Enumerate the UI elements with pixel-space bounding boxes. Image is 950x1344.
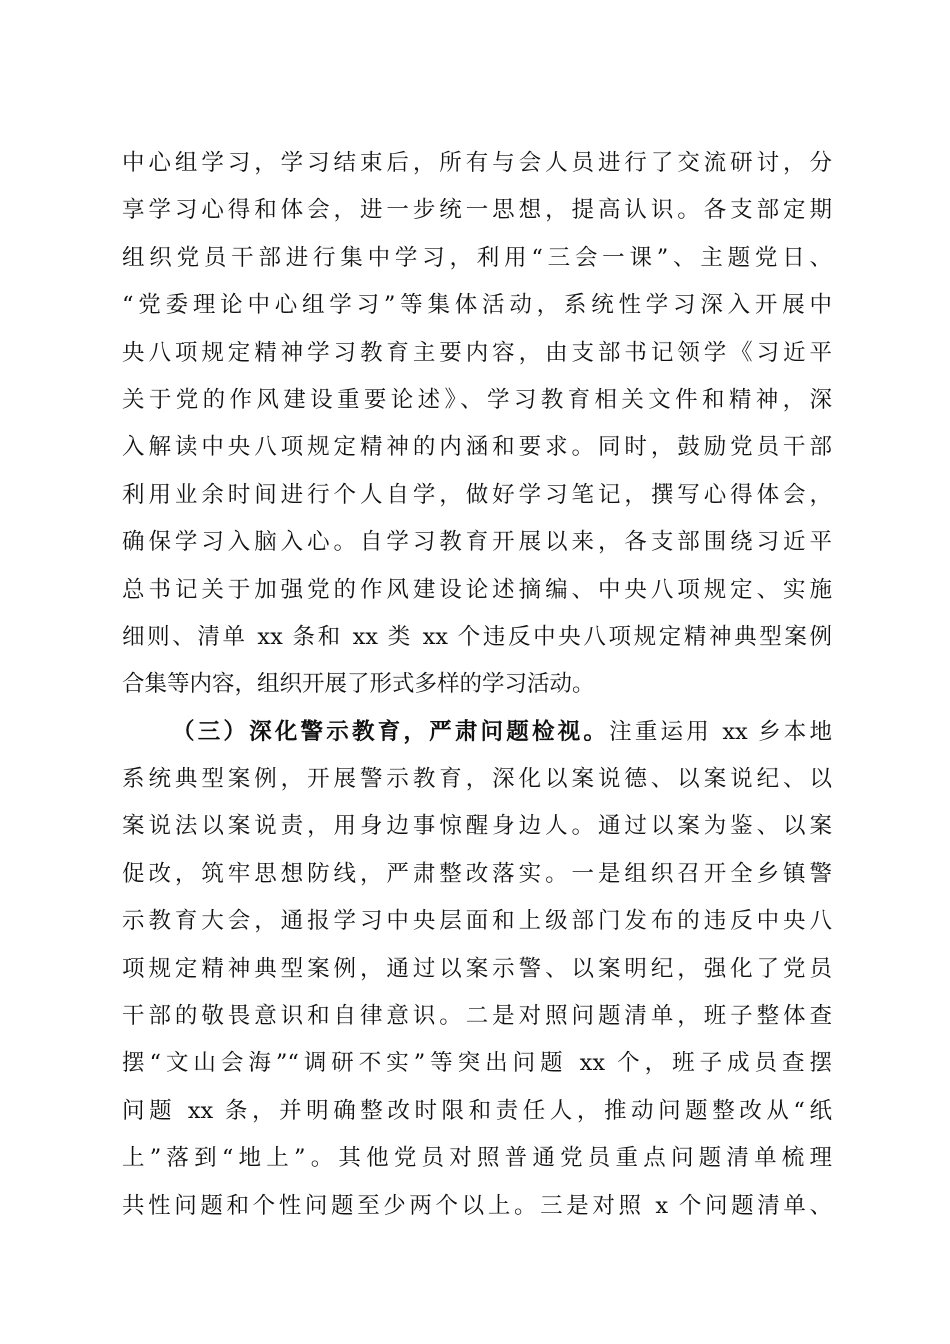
text-line: 入解读中央八项规定精神的内涵和要求。同时，鼓励党员干部: [122, 434, 832, 461]
text-line: 合集等内容，组织开展了形式多样的学习活动。: [122, 671, 595, 698]
paragraph-first-line: [122, 709, 832, 756]
body-text: [122, 140, 832, 1230]
text-line: 细则、清单 xx 条和 xx 类 xx 个违反中央八项规定精神典型案例: [122, 623, 832, 650]
text-line: 上”落到“地上”。其他党员对照普通党员重点问题清单梳理: [122, 1145, 832, 1172]
text-line: 确保学习入脑入心。自学习教育开展以来，各支部围绕习近平: [122, 529, 832, 556]
section-heading: （三）深化警示教育，严肃问题检视。: [172, 718, 610, 745]
text-line: “党委理论中心组学习”等集体活动，系统性学习深入开展中: [122, 292, 832, 319]
text-line: 项规定精神典型案例，通过以案示警、以案明纪，强化了党员: [122, 955, 832, 982]
first-line-text: 注重运用 xx 乡本地: [609, 718, 832, 745]
text-line: 利用业余时间进行个人自学，做好学习笔记，撰写心得体会，: [122, 481, 832, 508]
text-line: 央八项规定精神学习教育主要内容，由支部书记领学《习近平: [122, 339, 832, 366]
text-line: 关于党的作风建设重要论述》、学习教育相关文件和精神，深: [122, 386, 832, 413]
text-line: 示教育大会，通报学习中央层面和上级部门发布的违反中央八: [122, 908, 832, 935]
text-line: 问题 xx 条，并明确整改时限和责任人，推动问题整改从“纸: [122, 1097, 832, 1124]
text-line: 中心组学习，学习结束后，所有与会人员进行了交流研讨，分: [122, 150, 832, 176]
text-line: 案说法以案说责，用身边事惊醒身边人。通过以案为鉴、以案: [122, 813, 832, 840]
text-line: 组织党员干部进行集中学习，利用“三会一课”、主题党日、: [122, 244, 832, 271]
text-line: 享学习心得和体会，进一步统一思想，提高认识。各支部定期: [122, 197, 832, 224]
text-line: 共性问题和个性问题至少两个以上。三是对照 x 个问题清单、: [122, 1192, 832, 1219]
text-line: 干部的敬畏意识和自律意识。二是对照问题清单，班子整体查: [122, 1003, 832, 1030]
paragraph-study-activities: [122, 140, 832, 709]
paragraph-warning-education: [122, 709, 832, 1230]
text-line: 摆“文山会海”“调研不实”等突出问题 xx 个，班子成员查摆: [122, 1050, 832, 1077]
text-line: 系统典型案例，开展警示教育，深化以案说德、以案说纪、以: [122, 766, 832, 793]
text-line: 总书记关于加强党的作风建设论述摘编、中央八项规定、实施: [122, 576, 832, 603]
text-line: 促改，筑牢思想防线，严肃整改落实。一是组织召开全乡镇警: [122, 860, 832, 887]
